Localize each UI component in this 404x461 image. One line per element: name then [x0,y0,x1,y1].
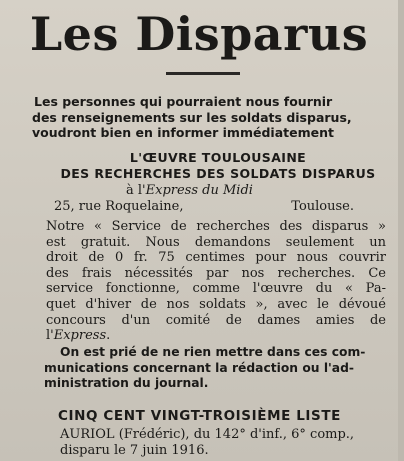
body-line: concours d'un comité de dames amies de [46,312,386,328]
entry-line: AURIOL (Frédéric), du 142° d'inf., 6° comp., [60,427,355,442]
notice-paragraph [44,345,386,392]
intro-line: voudront bien en informer immédiatement [32,125,334,140]
address-prefix: à l' [126,183,146,198]
body-paragraph [46,219,386,344]
organization-line: L'ŒUVRE TOULOUSAINE [129,150,307,165]
organization-line: DES RECHERCHES DES SOLDATS DISPARUS [60,166,376,181]
intro-line: Les personnes qui pourraient nous fournir [34,94,333,109]
list-heading: CINQ CENT VINGT-TROISIÈME LISTE [58,408,342,424]
body-line: est gratuit. Nous demandons seulement un [46,234,386,250]
body-last-prefix: l' [46,328,54,344]
notice-line: On est prié de ne rien mettre dans ces com- [60,345,366,359]
body-line: service fonctionne, comme l'œuvre du « Pa- [46,281,386,297]
intro-paragraph [32,94,384,141]
body-last-suffix: . [106,328,111,344]
address-street-line [54,199,354,215]
body-line-last [46,328,386,344]
list-item [44,427,386,458]
notice-line: munications concernant la rédaction ou l'ad- [44,360,355,375]
body-line: quet d'hiver de nos soldats », avec le dévoué [46,296,386,312]
address-city: Toulouse. [291,199,354,214]
body-line: droit de 0 fr. 75 centimes pour nous couvrir [46,250,386,266]
title-divider [166,72,240,75]
body-last-italic: Express [53,328,107,344]
body-line: Notre « Service de recherches des disparus » [46,219,386,234]
notice-line: ministration du journal. [44,376,209,391]
address-street: 25, rue Roquelaine, [54,199,184,214]
page-title: Les Disparus [29,7,369,61]
body-line: des frais nécessités par nos recherches. Ce [46,265,386,281]
entry-line: disparu le 7 juin 1916. [60,442,209,458]
organization-heading [48,150,388,182]
address-newspaper [126,183,253,199]
newspaper-name: Express du Midi [145,183,253,198]
intro-line: des renseignements sur les soldats disparus, [32,109,352,125]
